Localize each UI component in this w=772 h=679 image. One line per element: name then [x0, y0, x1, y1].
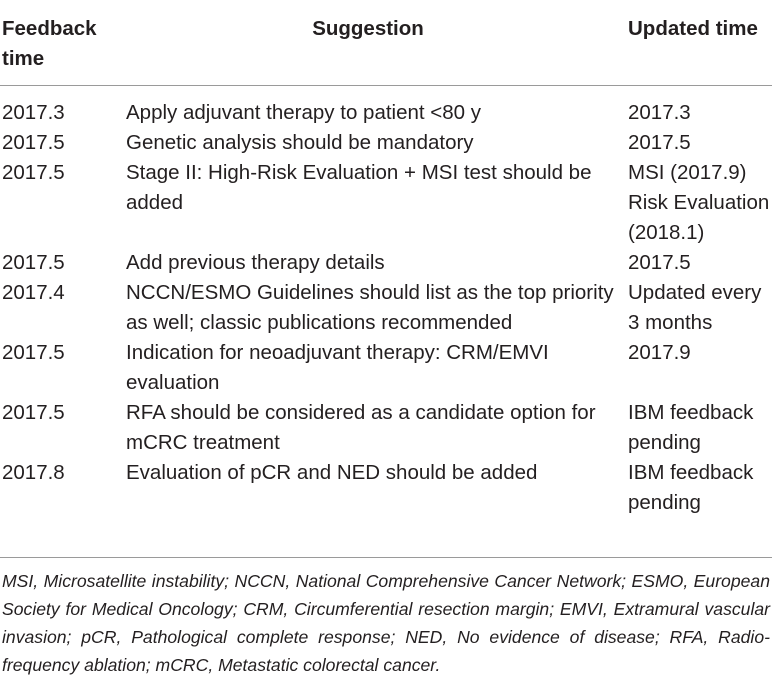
header-suggestion-label: Suggestion — [312, 17, 424, 40]
table-header-row — [0, 10, 772, 80]
cell-feedback-time: 2017.5 — [2, 341, 65, 364]
cell-suggestion: RFA should be considered as a candidate option for mCRC treatment — [126, 401, 596, 454]
header-updated-time-label: Updated time — [628, 17, 758, 40]
cell-suggestion: Apply adjuvant therapy to patient <80 y — [126, 101, 482, 124]
table-row — [0, 398, 772, 458]
header-suggestion — [128, 14, 608, 44]
header-updated-time — [628, 14, 772, 44]
cell-suggestion: Evaluation of pCR and NED should be added — [126, 461, 538, 484]
table-row — [0, 338, 772, 398]
cell-feedback-time: 2017.5 — [2, 161, 65, 184]
cell-suggestion: Genetic analysis should be mandatory — [126, 131, 474, 154]
cell-feedback-time: 2017.5 — [2, 251, 65, 274]
cell-suggestion: Indication for neoadjuvant therapy: CRM/EMVI evaluation — [126, 341, 549, 394]
cell-feedback-time: 2017.5 — [2, 131, 65, 154]
cell-updated-time: Updated every 3 months — [628, 281, 762, 334]
table-row — [0, 248, 772, 278]
cell-feedback-time: 2017.3 — [2, 101, 65, 124]
cell-feedback-time: 2017.4 — [2, 281, 65, 304]
header-divider — [0, 85, 772, 86]
cell-suggestion: Add previous therapy details — [126, 251, 385, 274]
cell-updated-time: IBM feedback pending — [628, 461, 754, 514]
header-feedback-time-label: Feedback time — [2, 17, 97, 70]
cell-updated-time: 2017.5 — [628, 251, 691, 274]
cell-suggestion: Stage II: High-Risk Evaluation + MSI test should be added — [126, 161, 592, 214]
cell-updated-time: 2017.3 — [628, 101, 691, 124]
cell-updated-time: 2017.5 — [628, 131, 691, 154]
table-row — [0, 128, 772, 158]
table-row — [0, 278, 772, 338]
cell-suggestion: NCCN/ESMO Guidelines should list as the top priority as well; classic publications recommended — [126, 281, 614, 334]
table-row — [0, 98, 772, 128]
cell-updated-time: MSI (2017.9) Risk Evaluation (2018.1) — [628, 161, 770, 244]
header-feedback-time — [2, 14, 122, 74]
cell-updated-time: 2017.9 — [628, 341, 691, 364]
table-body — [0, 98, 772, 518]
table-bottom-divider — [0, 557, 772, 558]
table-footnote: MSI, Microsatellite instability; NCCN, National Comprehensive Cancer Network; ESMO, European Society for Medical Oncology; CRM, Circumferential resection margin; EMVI, Extramural vascular invasion; pCR, Pathological complete response; NED, No evidence of disease; RFA, Radio-frequency ablation; mCRC, Metastatic colorectal cancer. — [2, 571, 770, 675]
table-row — [0, 158, 772, 248]
cell-feedback-time: 2017.5 — [2, 401, 65, 424]
cell-feedback-time: 2017.8 — [2, 461, 65, 484]
cell-updated-time: IBM feedback pending — [628, 401, 754, 454]
table-row — [0, 458, 772, 518]
